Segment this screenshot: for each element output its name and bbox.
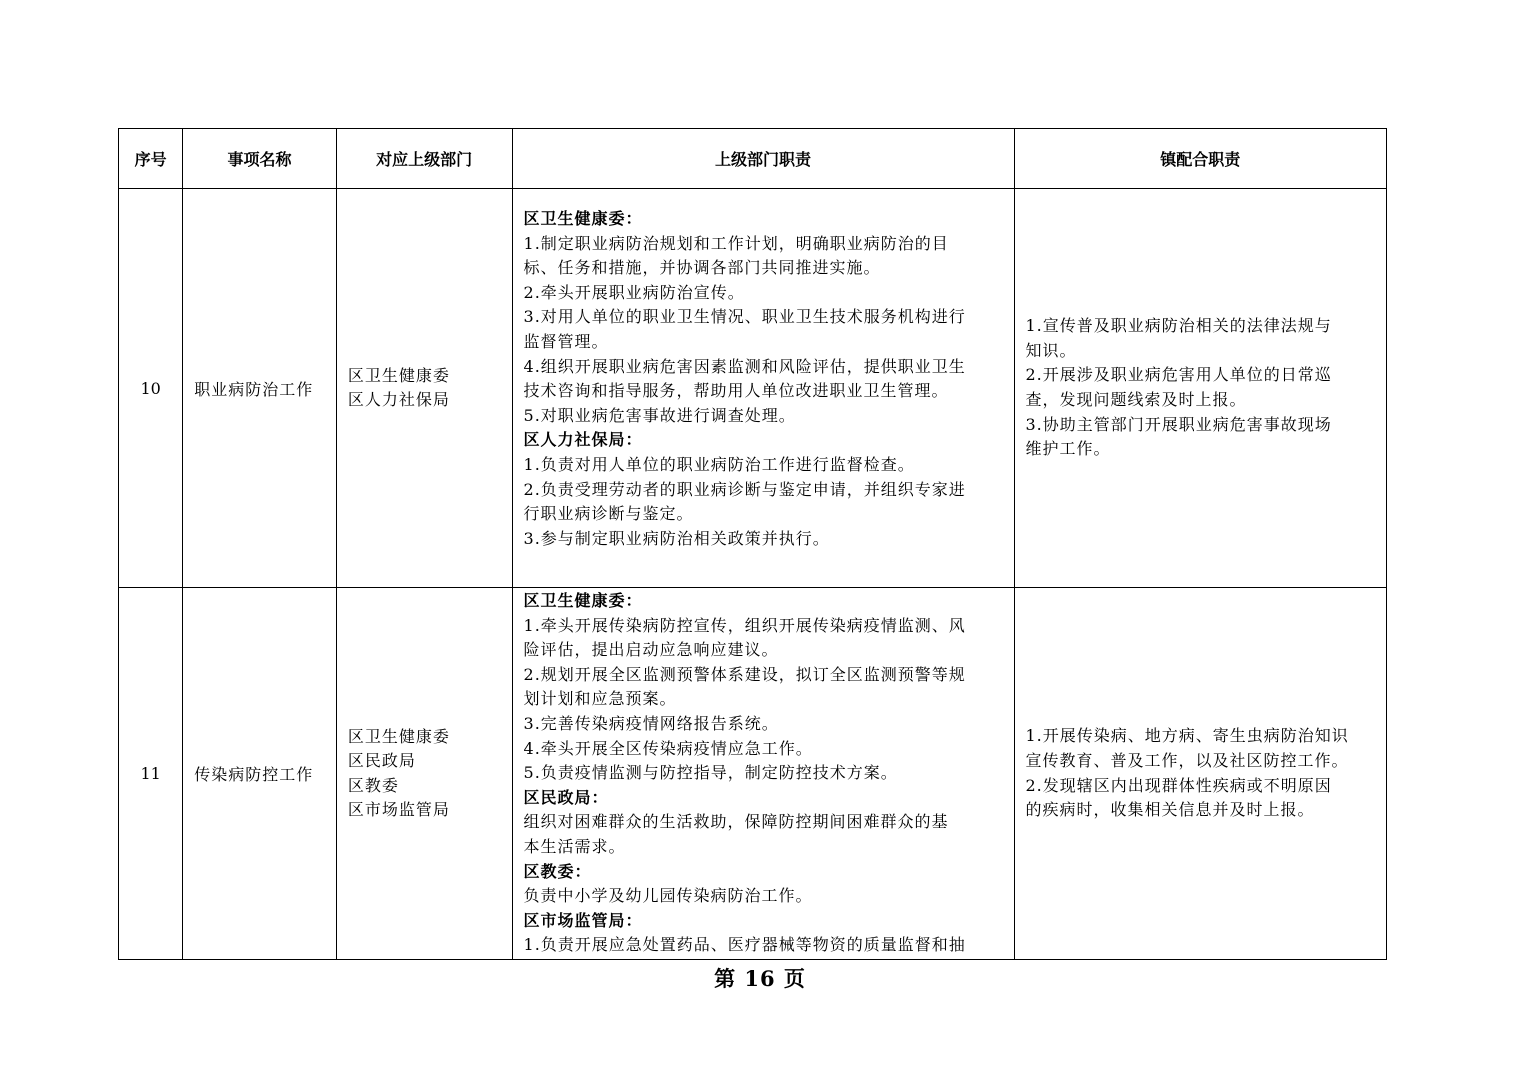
row-departments bbox=[336, 588, 512, 960]
duty-line: 险评估，提出启动应急响应建议。 bbox=[523, 640, 779, 660]
row-item-name: 职业病防治工作 bbox=[183, 189, 337, 588]
duty-line: 本生活需求。 bbox=[523, 836, 626, 856]
town-duty-line: 知识。 bbox=[1025, 340, 1077, 360]
row-town-duties bbox=[1014, 189, 1387, 588]
duty-dept-heading: 区民政局： bbox=[523, 787, 609, 807]
duty-line: 1.负责对用人单位的职业病防治工作进行监督检查。 bbox=[523, 454, 915, 474]
duty-line: 4.组织开展职业病危害因素监测和风险评估，提供职业卫生 bbox=[523, 356, 966, 376]
town-duty-line: 2.发现辖区内出现群体性疾病或不明原因 bbox=[1025, 775, 1332, 795]
duty-line: 组织对困难群众的生活救助，保障防控期间困难群众的基 bbox=[523, 812, 949, 832]
town-duty-line: 1.开展传染病、地方病、寄生虫病防治知识 bbox=[1025, 726, 1349, 746]
row-superior-duties bbox=[512, 189, 1014, 588]
duty-line: 负责中小学及幼儿园传染病防治工作。 bbox=[523, 886, 813, 906]
header-index: 序号 bbox=[119, 129, 183, 189]
town-duty-line: 2.开展涉及职业病危害用人单位的日常巡 bbox=[1025, 365, 1332, 385]
duty-dept-heading: 区教委： bbox=[523, 861, 592, 881]
duty-line: 2.负责受理劳动者的职业病诊断与鉴定申请，并组织专家进 bbox=[523, 479, 966, 499]
department-name: 区卫生健康委 bbox=[347, 365, 450, 385]
table-header-row bbox=[119, 129, 1387, 189]
duty-line: 1.制定职业病防治规划和工作计划，明确职业病防治的目 bbox=[523, 233, 949, 253]
department-name: 区市场监管局 bbox=[347, 800, 450, 819]
header-town-duties: 镇配合职责 bbox=[1014, 129, 1387, 189]
town-duty-line: 3.协助主管部门开展职业病危害事故现场 bbox=[1025, 414, 1332, 434]
department-name: 区民政局 bbox=[347, 751, 416, 770]
duty-line: 行职业病诊断与鉴定。 bbox=[523, 504, 694, 524]
duty-line: 2.牵头开展职业病防治宣传。 bbox=[523, 282, 745, 302]
duty-line: 1.负责开展应急处置药品、医疗器械等物资的质量监督和抽 bbox=[523, 935, 966, 955]
duty-line: 5.对职业病危害事故进行调查处理。 bbox=[523, 405, 796, 425]
duty-table bbox=[118, 128, 1387, 960]
row-index: 11 bbox=[119, 588, 183, 960]
row-departments bbox=[336, 189, 512, 588]
duty-dept-heading: 区卫生健康委： bbox=[523, 591, 643, 610]
duty-line: 划计划和应急预案。 bbox=[523, 689, 677, 709]
table-row bbox=[119, 588, 1387, 960]
duty-dept-heading: 区人力社保局： bbox=[523, 430, 643, 450]
duty-line: 技术咨询和指导服务，帮助用人单位改进职业卫生管理。 bbox=[523, 381, 949, 401]
duty-line: 3.参与制定职业病防治相关政策并执行。 bbox=[523, 528, 830, 548]
duty-line: 3.完善传染病疫情网络报告系统。 bbox=[523, 713, 779, 733]
duty-line: 标、任务和措施，并协调各部门共同推进实施。 bbox=[523, 258, 881, 278]
duty-line: 3.对用人单位的职业卫生情况、职业卫生技术服务机构进行 bbox=[523, 307, 966, 327]
superior-duties-clip bbox=[524, 589, 1006, 957]
duty-line: 监督管理。 bbox=[523, 331, 609, 351]
duty-line: 5.负责疫情监测与防控指导，制定防控技术方案。 bbox=[523, 763, 898, 783]
row-town-duties bbox=[1014, 588, 1387, 960]
duty-line: 2.规划开展全区监测预警体系建设，拟订全区监测预警等规 bbox=[523, 664, 966, 684]
row-index: 10 bbox=[119, 189, 183, 588]
row-item-name: 传染病防控工作 bbox=[183, 588, 337, 960]
town-duty-line: 的疾病时，收集相关信息并及时上报。 bbox=[1025, 800, 1315, 820]
header-item-name: 事项名称 bbox=[183, 129, 337, 189]
town-duty-line: 查，发现问题线索及时上报。 bbox=[1025, 390, 1247, 409]
duty-dept-heading: 区市场监管局： bbox=[523, 910, 643, 930]
department-name: 区教委 bbox=[347, 775, 399, 795]
page-number: 第 16 页 bbox=[714, 966, 806, 991]
town-duty-line: 维护工作。 bbox=[1025, 439, 1111, 459]
department-name: 区卫生健康委 bbox=[347, 726, 450, 746]
row-superior-duties bbox=[512, 588, 1014, 960]
table-row bbox=[119, 189, 1387, 588]
header-superior-duties: 上级部门职责 bbox=[512, 129, 1014, 189]
duty-line: 4.牵头开展全区传染病疫情应急工作。 bbox=[523, 738, 813, 758]
duty-line: 1.牵头开展传染病防控宣传，组织开展传染病疫情监测、风 bbox=[523, 615, 966, 635]
header-superior-dept: 对应上级部门 bbox=[336, 129, 512, 189]
town-duty-line: 宣传教育、普及工作，以及社区防控工作。 bbox=[1025, 750, 1349, 770]
department-name: 区人力社保局 bbox=[347, 390, 450, 409]
duty-dept-heading: 区卫生健康委： bbox=[523, 209, 643, 228]
town-duty-line: 1.宣传普及职业病防治相关的法律法规与 bbox=[1025, 316, 1332, 336]
